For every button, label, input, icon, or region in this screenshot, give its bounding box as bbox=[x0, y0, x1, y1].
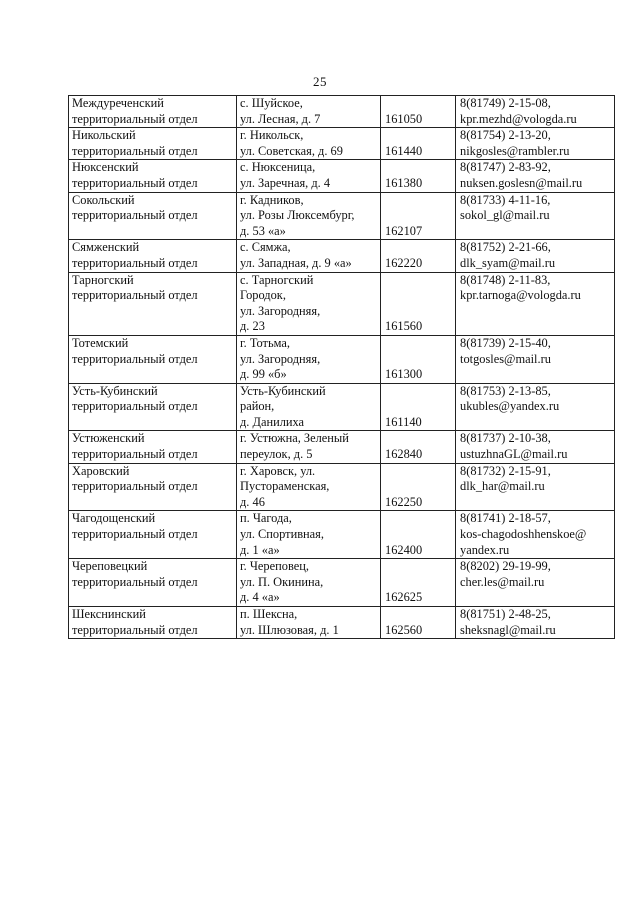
contact-cell bbox=[456, 511, 615, 559]
address-cell: п. Шексна, ул. Шлюзовая, д. 1 bbox=[237, 607, 381, 639]
email-link[interactable]: cher.les@mail.ru bbox=[460, 574, 545, 589]
contact-cell bbox=[456, 431, 615, 463]
email-link[interactable]: sokol_gl@mail.ru bbox=[460, 208, 550, 223]
department-cell: Чагодощенский территориальный отдел bbox=[69, 511, 237, 559]
phone-text: 8(81754) 2-13-20, bbox=[460, 128, 551, 143]
contact-cell bbox=[456, 335, 615, 383]
address-cell: с. Тарногский Городок, ул. Загородняя, д. 23 bbox=[237, 272, 381, 335]
phone-text: 8(81737) 2-10-38, bbox=[460, 431, 551, 446]
contact-cell bbox=[456, 272, 615, 335]
contact-cell bbox=[456, 240, 615, 272]
address-cell: г. Череповец, ул. П. Окинина, д. 4 «а» bbox=[237, 559, 381, 607]
department-cell: Сямженский территориальный отдел bbox=[69, 240, 237, 272]
phone-text: 8(8202) 29-19-99, bbox=[460, 559, 551, 574]
contact-cell bbox=[456, 128, 615, 160]
address-cell: с. Нюксеница, ул. Заречная, д. 4 bbox=[237, 160, 381, 192]
table-row bbox=[69, 192, 615, 240]
phone-text: 8(81753) 2-13-85, bbox=[460, 383, 551, 398]
address-cell: с. Шуйское, ул. Лесная, д. 7 bbox=[237, 96, 381, 128]
phone-text: 8(81732) 2-15-91, bbox=[460, 463, 551, 478]
email-link[interactable]: nikgosles@rambler.ru bbox=[460, 143, 570, 158]
postal-index-cell: 162560 bbox=[381, 607, 456, 639]
address-cell: г. Харовск, ул. Пустораменская, д. 46 bbox=[237, 463, 381, 511]
email-link[interactable]: sheksnagl@mail.ru bbox=[460, 622, 556, 637]
email-link[interactable]: totgosles@mail.ru bbox=[460, 351, 551, 366]
contact-cell bbox=[456, 463, 615, 511]
postal-index-cell: 161140 bbox=[381, 383, 456, 431]
phone-text: 8(81733) 4-11-16, bbox=[460, 192, 551, 207]
address-cell: г. Никольск, ул. Советская, д. 69 bbox=[237, 128, 381, 160]
postal-index-cell: 161300 bbox=[381, 335, 456, 383]
email-link[interactable]: kpr.tarnoga@vologda.ru bbox=[460, 288, 581, 303]
table-row bbox=[69, 128, 615, 160]
email-link[interactable]: dlk_syam@mail.ru bbox=[460, 255, 556, 270]
department-cell: Междуреченский территориальный отдел bbox=[69, 96, 237, 128]
department-cell: Тотемский территориальный отдел bbox=[69, 335, 237, 383]
email-link[interactable]: kpr.mezhd@vologda.ru bbox=[460, 111, 577, 126]
postal-index-cell: 162840 bbox=[381, 431, 456, 463]
table-row bbox=[69, 335, 615, 383]
phone-text: 8(81739) 2-15-40, bbox=[460, 335, 551, 350]
address-cell: г. Кадников, ул. Розы Люксембург, д. 53 «а» bbox=[237, 192, 381, 240]
postal-index-cell: 162107 bbox=[381, 192, 456, 240]
postal-index-cell: 161440 bbox=[381, 128, 456, 160]
department-cell: Усть-Кубинский территориальный отдел bbox=[69, 383, 237, 431]
email-link[interactable]: dlk_har@mail.ru bbox=[460, 479, 545, 494]
table-row bbox=[69, 511, 615, 559]
postal-index-cell: 162400 bbox=[381, 511, 456, 559]
postal-index-cell: 161050 bbox=[381, 96, 456, 128]
contact-cell bbox=[456, 96, 615, 128]
email-link[interactable]: kos-chagodoshhenskoe@ yandex.ru bbox=[460, 527, 587, 557]
address-cell: Усть-Кубинский район, д. Данилиха bbox=[237, 383, 381, 431]
postal-index-cell: 162250 bbox=[381, 463, 456, 511]
table-row bbox=[69, 96, 615, 128]
table-row bbox=[69, 463, 615, 511]
address-cell: г. Тотьма, ул. Загородняя, д. 99 «б» bbox=[237, 335, 381, 383]
address-cell: с. Сямжа, ул. Западная, д. 9 «а» bbox=[237, 240, 381, 272]
territorial-departments-table bbox=[68, 95, 615, 639]
email-link[interactable]: ukubles@yandex.ru bbox=[460, 399, 560, 414]
department-cell: Нюксенский территориальный отдел bbox=[69, 160, 237, 192]
phone-text: 8(81752) 2-21-66, bbox=[460, 240, 551, 255]
department-cell: Шекснинский территориальный отдел bbox=[69, 607, 237, 639]
department-cell: Череповецкий территориальный отдел bbox=[69, 559, 237, 607]
department-cell: Устюженский территориальный отдел bbox=[69, 431, 237, 463]
department-cell: Никольский территориальный отдел bbox=[69, 128, 237, 160]
contact-cell bbox=[456, 160, 615, 192]
table-body bbox=[69, 96, 615, 639]
contact-cell bbox=[456, 383, 615, 431]
table-row bbox=[69, 240, 615, 272]
contact-cell bbox=[456, 607, 615, 639]
phone-text: 8(81751) 2-48-25, bbox=[460, 607, 551, 621]
address-cell: г. Устюжна, Зеленый переулок, д. 5 bbox=[237, 431, 381, 463]
department-cell: Харовский территориальный отдел bbox=[69, 463, 237, 511]
table-row bbox=[69, 383, 615, 431]
phone-text: 8(81741) 2-18-57, bbox=[460, 511, 551, 526]
phone-text: 8(81747) 2-83-92, bbox=[460, 160, 551, 175]
table-row bbox=[69, 272, 615, 335]
email-link[interactable]: ustuzhnaGL@mail.ru bbox=[460, 447, 568, 462]
address-cell: п. Чагода, ул. Спортивная, д. 1 «а» bbox=[237, 511, 381, 559]
page-number: 25 bbox=[313, 74, 327, 89]
table-row bbox=[69, 431, 615, 463]
department-cell: Сокольский территориальный отдел bbox=[69, 192, 237, 240]
postal-index-cell: 161380 bbox=[381, 160, 456, 192]
table-row bbox=[69, 559, 615, 607]
table-row bbox=[69, 160, 615, 192]
email-link[interactable]: nuksen.goslesn@mail.ru bbox=[460, 175, 583, 190]
department-cell: Тарногский территориальный отдел bbox=[69, 272, 237, 335]
table-row bbox=[69, 607, 615, 639]
contact-cell bbox=[456, 559, 615, 607]
postal-index-cell: 161560 bbox=[381, 272, 456, 335]
postal-index-cell: 162220 bbox=[381, 240, 456, 272]
phone-text: 8(81749) 2-15-08, bbox=[460, 96, 551, 110]
contact-cell bbox=[456, 192, 615, 240]
postal-index-cell: 162625 bbox=[381, 559, 456, 607]
phone-text: 8(81748) 2-11-83, bbox=[460, 272, 551, 287]
